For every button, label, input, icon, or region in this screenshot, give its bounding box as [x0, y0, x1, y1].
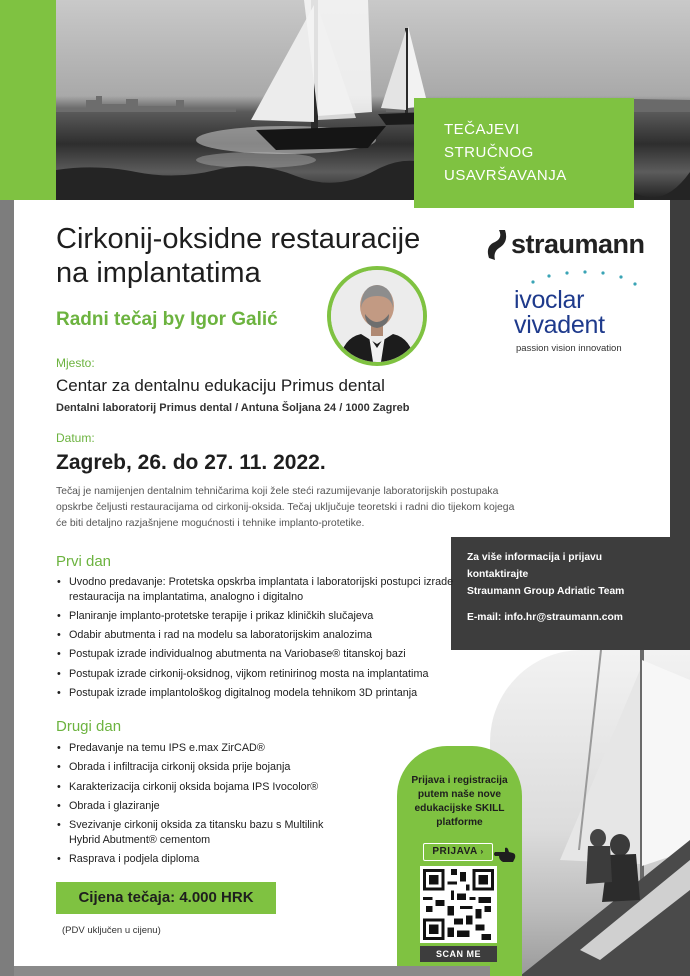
list-item: • Uvodno predavanje: Protetska opskrba implantata i laboratorijski postupci izrade restauracija na implantatima, analogno i digitalno: [56, 575, 486, 604]
left-green-bar: [0, 0, 56, 200]
list-item: • Planiranje implanto-protetske terapije i prikaz kliničkih slučajeva: [56, 609, 486, 624]
instructor-portrait: [327, 266, 427, 366]
badge-line-3: USAVRŠAVANJA: [444, 167, 567, 184]
registration-line-2: putem naše nove: [417, 789, 502, 800]
right-dark-strip: [670, 200, 690, 650]
description-line-3: će biti detaljno razjašnjene mogućnosti i tehnike implanto-protetike.: [56, 518, 365, 529]
arrow-right-icon: ›: [477, 847, 484, 856]
scan-me-label: SCAN ME: [420, 946, 497, 962]
course-type-badge: [414, 98, 634, 208]
registration-box: [397, 746, 522, 976]
list-item: • Karakterizacija cirkonij oksida bojama IPS Ivocolor®: [56, 780, 356, 795]
list-item: • Svezivanje cirkonij oksida za titansku bazu s Multilink Hybrid Abutment® cementom: [56, 818, 356, 847]
registration-line-4: platforme: [436, 817, 483, 828]
badge-line-2: STRUČNOG: [444, 144, 534, 161]
qr-code[interactable]: [420, 866, 497, 943]
course-price: Cijena tečaja: 4.000 HRK: [56, 882, 276, 914]
list-item: • Obrada i infiltracija cirkonij oksida prije bojanja: [56, 760, 356, 775]
straumann-wordmark: straumann: [511, 229, 645, 259]
vivadent-wordmark: vivadent: [514, 311, 605, 339]
date-label: Datum:: [56, 431, 95, 445]
venue-name: Centar za dentalnu edukaciju Primus dental: [56, 376, 385, 395]
straumann-mark-icon: [485, 228, 509, 262]
page-subtitle: Radni tečaj by Igor Galić: [56, 309, 278, 330]
title-line-1: Cirkonij-oksidne restauracije: [56, 223, 421, 255]
register-button-label: PRIJAVA: [432, 846, 478, 857]
ivoclar-vivadent-logo: [513, 268, 653, 360]
left-gray-bar: [0, 200, 14, 976]
contact-line-1: Za više informacija i prijavu kontaktirajte: [467, 552, 603, 580]
registration-line-3: edukacijske SKILL: [414, 803, 505, 814]
contact-line-2: Straumann Group Adriatic Team: [467, 586, 625, 597]
venue-address: Dentalni laboratorij Primus dental / Antuna Šoljana 24 / 1000 Zagreb: [56, 402, 410, 414]
day2-heading: Drugi dan: [56, 718, 122, 735]
price-note: (PDV uključen u cijenu): [62, 925, 161, 936]
register-button[interactable]: [423, 843, 493, 861]
qr-code-icon: [420, 866, 497, 943]
list-item: • Predavanje na temu IPS e.max ZirCAD®: [56, 741, 356, 756]
title-line-2: na implantatima: [56, 257, 261, 289]
list-item: • Postupak izrade individualnog abutmenta na Variobase® titanskoj bazi: [56, 647, 486, 662]
course-date: Zagreb, 26. do 27. 11. 2022.: [56, 451, 326, 474]
ivoclar-dots-icon: [513, 268, 653, 288]
badge-line-1: TEČAJEVI: [444, 121, 520, 138]
list-item: • Postupak izrade implantološkog digitalnog modela tehnikom 3D printanja: [56, 686, 486, 701]
day1-list: [56, 575, 486, 705]
page-title: [56, 222, 476, 290]
description-line-2: opskrbe čeljusti restauracijama od cirkonij-oksida. Tečaj uključuje teoretski i radni dio tijekom kojega: [56, 502, 515, 513]
list-item: • Postupak izrade cirkonij-oksidnog, vijkom retinirinog mosta na implantatima: [56, 667, 486, 682]
ivoclar-tagline: passion vision innovation: [516, 343, 622, 354]
straumann-logo: [485, 227, 650, 263]
bottom-gray-bar: [14, 966, 490, 976]
pointing-hand-icon: [493, 844, 517, 864]
contact-email[interactable]: E-mail: info.hr@straumann.com: [467, 612, 623, 623]
list-item: • Odabir abutmenta i rad na modelu sa laboratorijskim analozima: [56, 628, 486, 643]
list-item: • Rasprava i podjela diploma: [56, 852, 356, 867]
course-description: [56, 484, 616, 532]
venue-label: Mjesto:: [56, 356, 95, 370]
ivoclar-wordmark: ivoclar: [514, 286, 585, 314]
registration-text: [403, 774, 516, 830]
registration-line-1: Prijava i registracija: [411, 775, 508, 786]
day1-heading: Prvi dan: [56, 553, 112, 570]
description-line-1: Tečaj je namijenjen dentalnim tehničarima koji žele steći razumijevanje laboratorijskih postupaka: [56, 486, 499, 497]
list-item: • Obrada i glaziranje: [56, 799, 356, 814]
day2-list: [56, 741, 356, 871]
